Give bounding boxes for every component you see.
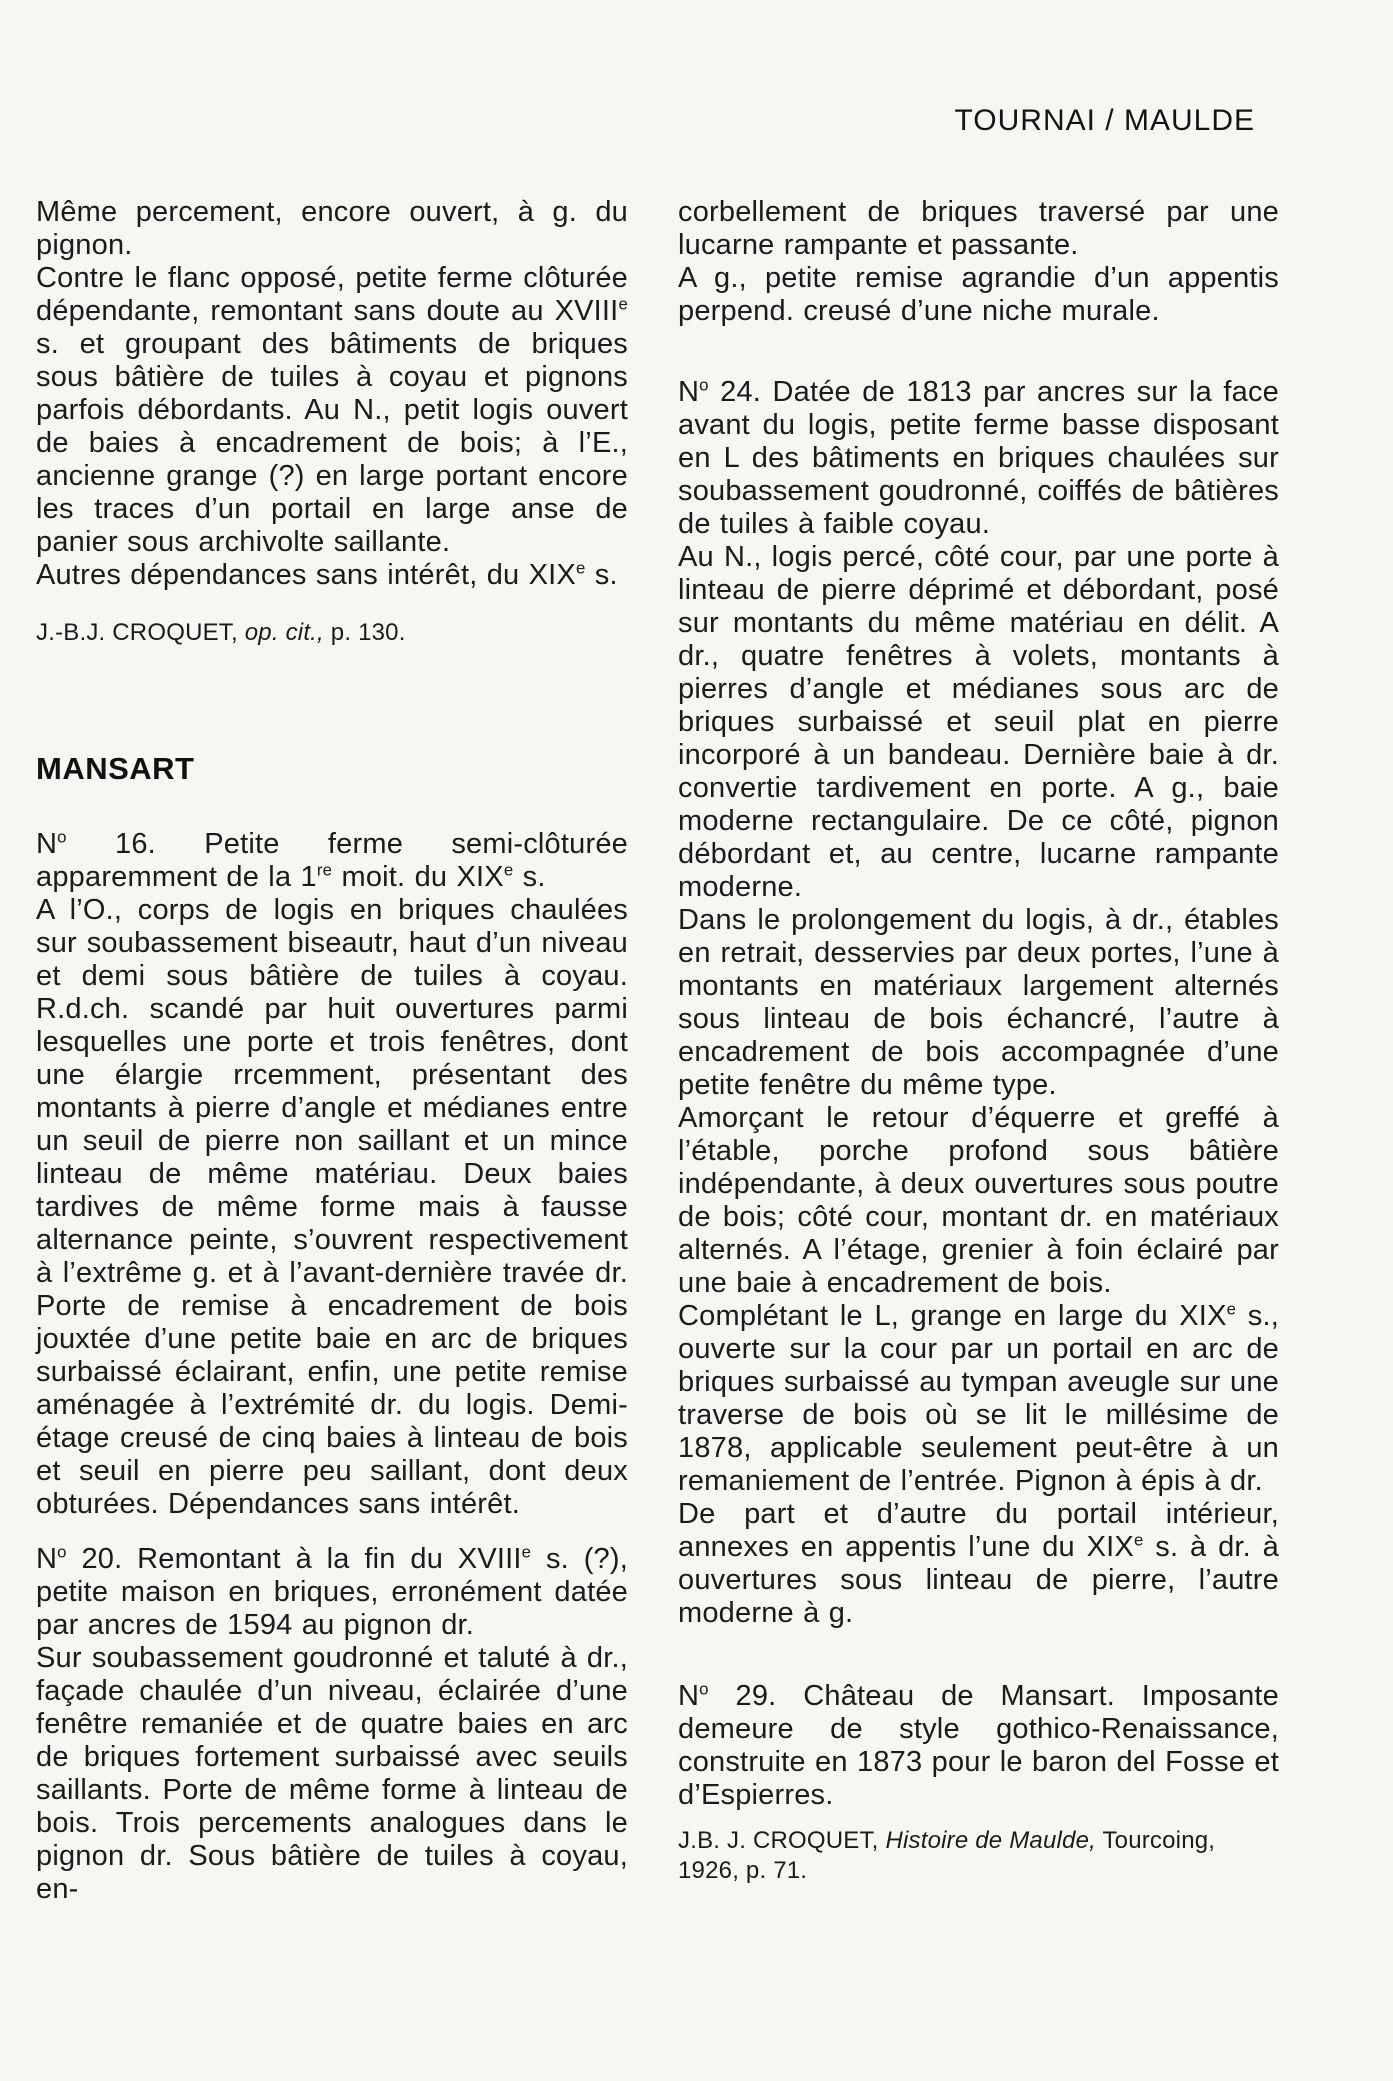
entry-no20 [36,1543,628,1906]
running-head: TOURNAI / MAULDE [954,104,1255,137]
entry-no24 [678,376,1279,1630]
paragraph: J.-B.J. CROQUET, op. cit., p. 130. [36,619,406,646]
paragraph: Sur soubassement goudronné et taluté à dr., façade chaulée d’un niveau, éclairée d’une fenêtre remaniée et de quatre baies en arc de briques fortement surbaissé avec seuils saillants. Porte de même forme à linteau de bois. Trois percements analogues dans le pignon dr. Sous bâtière de tuiles à coyau, en- [36,1642,628,1905]
paragraph: A g., petite remise agrandie d’un appentis perpend. creusé d’une niche murale. [678,262,1279,327]
paragraph: Autres dépendances sans intérêt, du XIXe s. [36,558,618,591]
section-heading-mansart: MANSART [36,751,195,786]
text-block-no20-continuation [678,196,1279,328]
paragraph: $N^o$ 20. Remontant à la fin du XVIIIe s. (?), petite maison en briques, erronément datée par ancres de 1594 au pignon dr. [36,1542,628,1641]
citation-croquet-p71 [678,1826,1279,1886]
paragraph: Complétant le L, grange en large du XIXe s., ouverte sur la cour par un portail en arc de briques surbaissé au tympan aveugle sur une traverse de bois où se lit le millésime de 1878, applicable seulement peut-être à un remaniement de l’entrée. Pignon à épis à dr. [678,1299,1279,1497]
paragraph: $N^o$ 29. Château de Mansart. Imposante demeure de style gothico-Renaissance, construite en 1873 pour le baron del Fosse et d’Espierres. [678,1679,1279,1811]
paragraph: $N^o$ 24. Datée de 1813 par ancres sur la face avant du logis, petite ferme basse disposant en L des bâtiments en briques chaulées sur soubassement goudronné, coiffés de bâtières de tuiles à faible coyau. [678,375,1279,540]
paragraph: Amorçant le retour d’équerre et greffé à l’étable, porche profond sous bâtière indépendante, à deux ouvertures sous poutre de bois; côté cour, montant dr. en matériaux alternés. A l’étage, grenier à foin éclairé par une baie à encadrement de bois. [678,1102,1279,1299]
right-column [678,196,1279,1886]
paragraph: $N^o$ 16. Petite ferme semi-clôturée apparemment de la 1re moit. du XIXe s. [36,827,628,893]
paragraph: A l’O., corps de logis en briques chaulées sur soubassement biseautr, haut d’un niveau et demi sous bâtière de tuiles à coyau. R.d.ch. scandé par huit ouvertures parmi lesquelles une porte et trois fenêtres, dont une élargie rrcemment, présentant des montants à pierre d’angle et médianes entre un seuil de pierre non saillant et un mince linteau de même matériau. Deux baies tardives de même forme mais à fausse alternance peinte, s’ouvrent respectivement à l’extrême g. et à l’avant-dernière travée dr. Porte de remise à encadrement de bois jouxtée d’une petite baie en arc de briques surbaissé éclairant, enfin, une petite remise aménagée à l’extrémité dr. du logis. Demi-étage creusé de cinq baies à linteau de bois et seuil en pierre peu saillant, dont deux obturées. Dépendances sans intérêt. [36,894,628,1520]
paragraph: Au N., logis percé, côté cour, par une porte à linteau de pierre déprimé et débordant, posé sur montants du même matériau en délit. A dr., quatre fenêtres à volets, montants à pierres d’angle et médianes sous arc de briques surbaissé et seuil plat en pierre incorporé à un bandeau. Dernière baie à dr. convertie tardivement en porte. A g., baie moderne rectangulaire. De ce côté, pignon débordant et, au centre, lucarne rampante moderne. [678,541,1279,903]
paragraph: Dans le prolongement du logis, à dr., étables en retrait, desservies par deux portes, l’une à montants en matériaux largement alternés sous linteau de bois échancré, l’autre à encadrement de bois accompagnée d’une petite fenêtre du même type. [678,904,1279,1101]
paragraph: corbellement de briques traversé par une lucarne rampante et passante. [678,196,1279,261]
entry-no29 [678,1680,1279,1812]
citation-croquet-p130 [36,618,628,648]
paragraph: Même percement, encore ouvert, à g. du pignon. [36,196,628,261]
text-block-maulde-continuation [36,196,628,592]
paragraph: Contre le flanc opposé, petite ferme clôturée dépendante, remontant sans doute au XVIIIe s. et groupant des bâtiments de briques sous bâtière de tuiles à coyau et pignons parfois débordants. Au N., petit logis ouvert de baies à encadrement de bois; à l’E., ancienne grange (?) en large portant encore les traces d’un portail en large anse de panier sous archivolte saillante. [36,262,628,558]
paragraph: De part et d’autre du portail intérieur, annexes en appentis l’une du XIXe s. à dr. à ouvertures sous linteau de pierre, l’autre moderne à g. [678,1498,1279,1629]
paragraph: J.B. J. CROQUET, Histoire de Maulde, Tourcoing, 1926, p. 71. [678,1827,1216,1884]
left-column [36,196,628,1906]
entry-no16 [36,828,628,1521]
